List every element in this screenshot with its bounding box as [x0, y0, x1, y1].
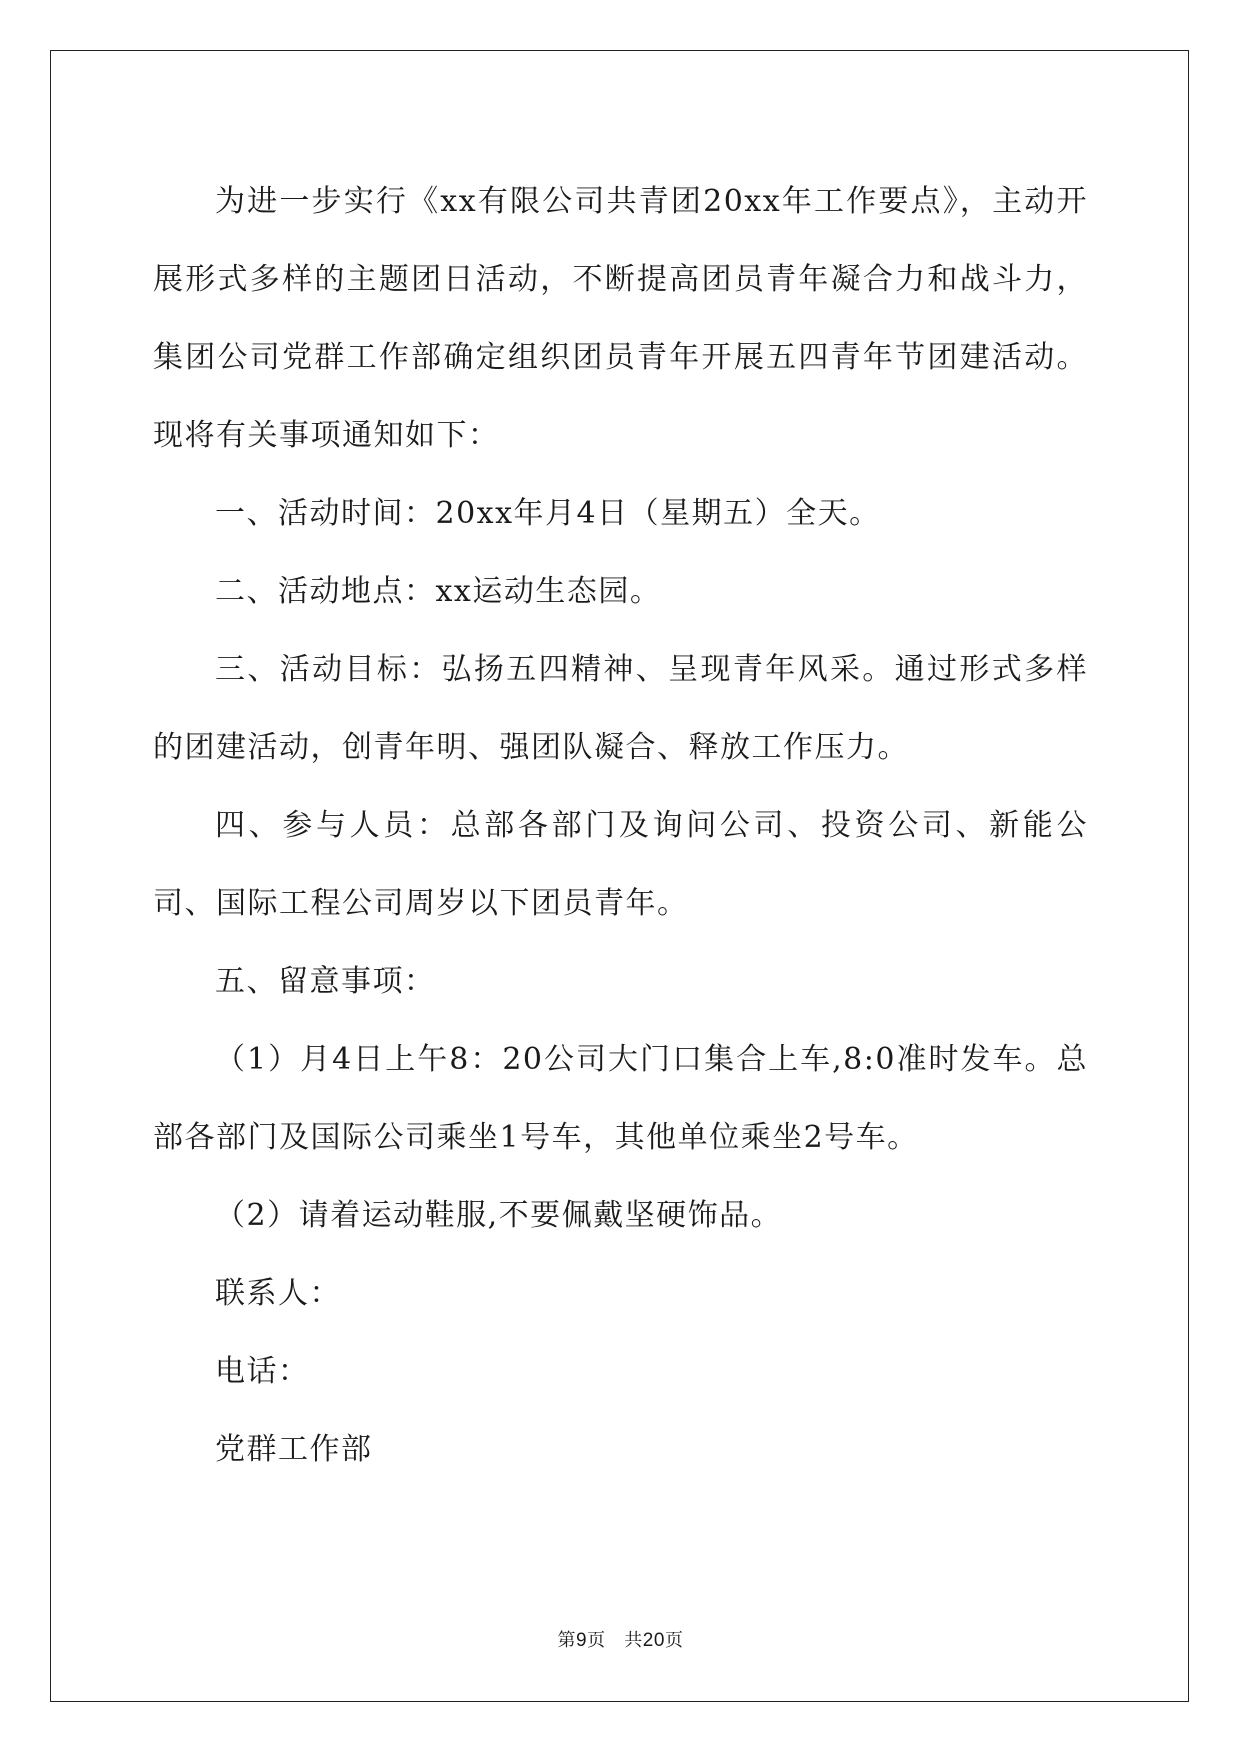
footer-current-page: 9	[576, 1630, 588, 1651]
paragraph-phone: 电话：	[215, 1354, 310, 1389]
paragraph-contact: 联系人：	[215, 1276, 341, 1311]
paragraph-department: 党群工作部	[215, 1432, 373, 1467]
paragraph-participants: 四、参与人员：总部各部门及询问公司、投资公司、新能公司、国际工程公司周岁以下团员青年。	[153, 808, 1088, 921]
paragraph-note-1: （1）月4日上午8：20公司大门口集合上车,8:0准时发车。总部各部门及国际公司乘坐1号车，其他单位乘坐2号车。	[153, 1042, 1088, 1155]
paragraph-notes-heading: 五、留意事项：	[215, 964, 436, 999]
footer-total-pages: 20	[642, 1630, 665, 1651]
paragraph-activity-goal: 三、活动目标：弘扬五四精神、呈现青年风采。通过形式多样的团建活动，创青年明、强团队凝合、释放工作压力。	[153, 652, 1088, 765]
footer-total-prefix: 共	[624, 1630, 643, 1651]
paragraph-note-2: （2）请着运动鞋服,不要佩戴坚硬饰品。	[215, 1198, 783, 1233]
page-footer	[0, 1626, 1241, 1652]
footer-prefix: 第	[557, 1630, 577, 1651]
paragraph-activity-time: 一、活动时间：20xx年月4日（星期五）全天。	[215, 496, 881, 531]
paragraph-intro: 为进一步实行《xx有限公司共青团20xx年工作要点》，主动开展形式多样的主题团日活动，不断提高团员青年凝合力和战斗力，集团公司党群工作部确定组织团员青年开展五四青年节团建活动。现将有关事项通知如下：	[153, 184, 1088, 453]
paragraph-activity-location: 二、活动地点：xx运动生态园。	[215, 574, 662, 609]
footer-total-suffix: 页	[664, 1630, 684, 1651]
footer-page-suffix: 页	[587, 1630, 606, 1651]
document-body	[153, 163, 1088, 1489]
